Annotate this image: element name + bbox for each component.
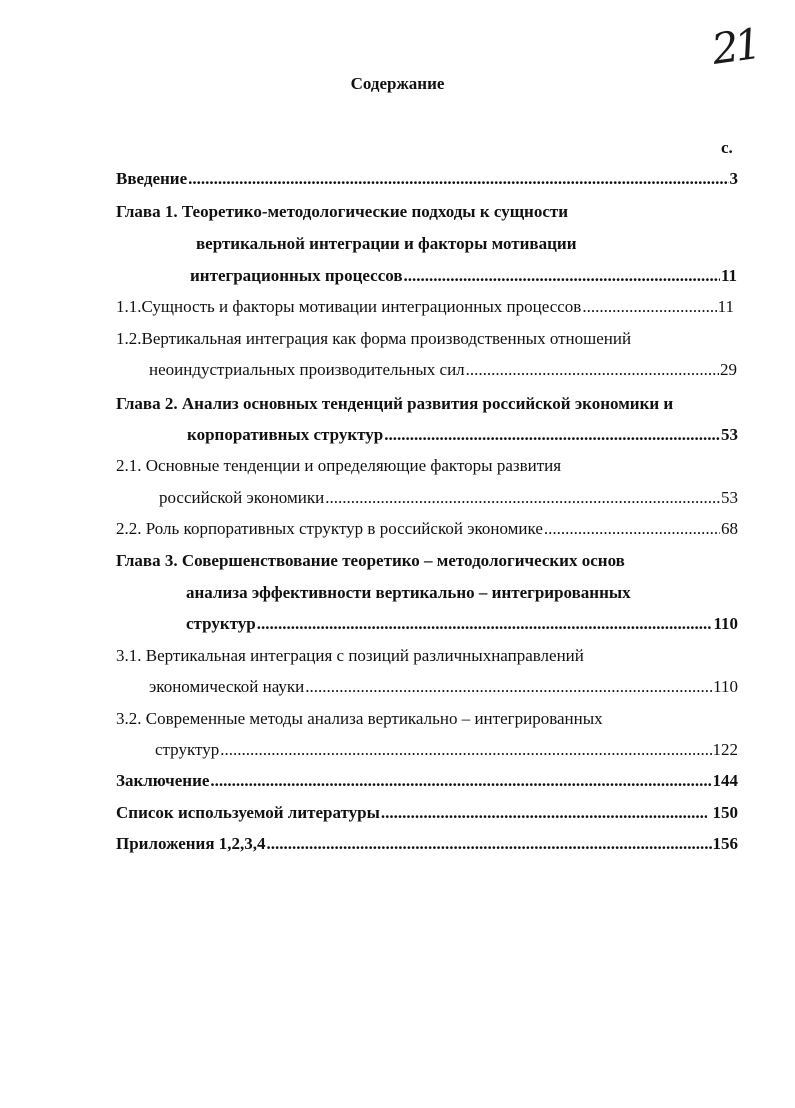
leader-dots	[210, 769, 711, 793]
leader-dots	[188, 167, 728, 191]
leader-dots	[544, 517, 720, 541]
toc-label: Список используемой литературы	[116, 803, 380, 822]
toc-section-2-1-line-1[interactable]: 2.1. Основные тенденции и определяющие факторы развития	[116, 456, 562, 475]
page-column-header: с.	[721, 138, 733, 157]
leader-dots	[381, 801, 707, 825]
toc-chapter-3-line-2[interactable]: анализа эффективности вертикально – интегрированных	[186, 583, 631, 602]
toc-label: Приложения 1,2,3,4	[116, 834, 266, 853]
toc-page-number: 3	[729, 169, 738, 188]
toc-label: корпоративных структур	[187, 425, 384, 444]
toc-entry-section-3-1[interactable]	[149, 675, 738, 699]
toc-entry-references[interactable]	[116, 801, 738, 825]
toc-label: 1.1.Сущность и факторы мотивации интеграционных процессов	[116, 297, 582, 316]
toc-entry-section-2-1[interactable]	[159, 486, 738, 510]
toc-label: Введение	[116, 169, 188, 188]
toc-entry-conclusion[interactable]	[116, 769, 738, 793]
toc-chapter-3-line-1[interactable]: Глава 3. Совершенствование теоретико – методологических основ	[116, 551, 625, 570]
toc-entry-section-3-2[interactable]	[155, 738, 738, 762]
toc-entry-chapter-2[interactable]	[187, 423, 738, 447]
toc-page-number: 122	[712, 740, 738, 759]
leader-dots	[384, 423, 720, 447]
toc-entry-chapter-1[interactable]	[190, 264, 737, 288]
toc-entry-section-1-2[interactable]	[149, 358, 737, 382]
toc-page-number: 150	[708, 803, 738, 822]
toc-label: неоиндустриальных производительных сил	[149, 360, 465, 379]
toc-page-number: 11	[720, 266, 737, 285]
leader-dots	[582, 295, 716, 319]
toc-page-number: 53	[721, 488, 738, 507]
toc-page-number: 110	[713, 677, 738, 696]
toc-chapter-1-line-2[interactable]: вертикальной интеграции и факторы мотивации	[196, 234, 577, 253]
toc-label: структур	[186, 614, 256, 633]
toc-section-3-2-line-1[interactable]: 3.2. Современные методы анализа вертикально – интегрированных	[116, 709, 603, 728]
toc-label: Заключение	[116, 771, 210, 790]
handwritten-page-number: 21	[708, 19, 761, 74]
toc-entry-section-1-1[interactable]	[116, 295, 734, 319]
leader-dots	[257, 612, 713, 636]
toc-page-number: 11	[717, 297, 734, 316]
toc-label: российской экономики	[159, 488, 325, 507]
toc-entry-chapter-3[interactable]	[186, 612, 738, 636]
toc-entry-intro[interactable]	[116, 167, 738, 191]
toc-page-number: 29	[720, 360, 737, 379]
toc-label: 2.2. Роль корпоративных структур в российской экономике	[116, 519, 543, 538]
toc-section-3-1-line-1[interactable]: 3.1. Вертикальная интеграция с позиций различныхнаправлений	[116, 646, 584, 665]
leader-dots	[325, 486, 720, 510]
toc-chapter-1-line-1[interactable]: Глава 1. Теоретико-методологические подходы к сущности	[116, 202, 569, 221]
toc-entry-section-2-2[interactable]	[116, 517, 738, 541]
leader-dots	[404, 264, 720, 288]
toc-page-number: 110	[713, 614, 738, 633]
toc-page-number: 156	[712, 834, 738, 853]
toc-label: экономической науки	[149, 677, 305, 696]
toc-page-number: 68	[721, 519, 738, 538]
leader-dots	[305, 675, 712, 699]
toc-page-number: 53	[721, 425, 738, 444]
toc-chapter-2-line-1[interactable]: Глава 2. Анализ основных тенденций развития российской экономики и	[116, 394, 674, 413]
leader-dots	[267, 832, 712, 856]
page-title: Содержание	[350, 74, 445, 93]
toc-label: структур	[155, 740, 220, 759]
toc-label: интеграционных процессов	[190, 266, 403, 285]
leader-dots	[466, 358, 719, 382]
leader-dots	[220, 738, 711, 762]
toc-entry-appendices[interactable]	[116, 832, 738, 856]
toc-section-1-2-line-1[interactable]: 1.2.Вертикальная интеграция как форма производственных отношений	[116, 329, 632, 348]
toc-page-number: 144	[712, 771, 738, 790]
